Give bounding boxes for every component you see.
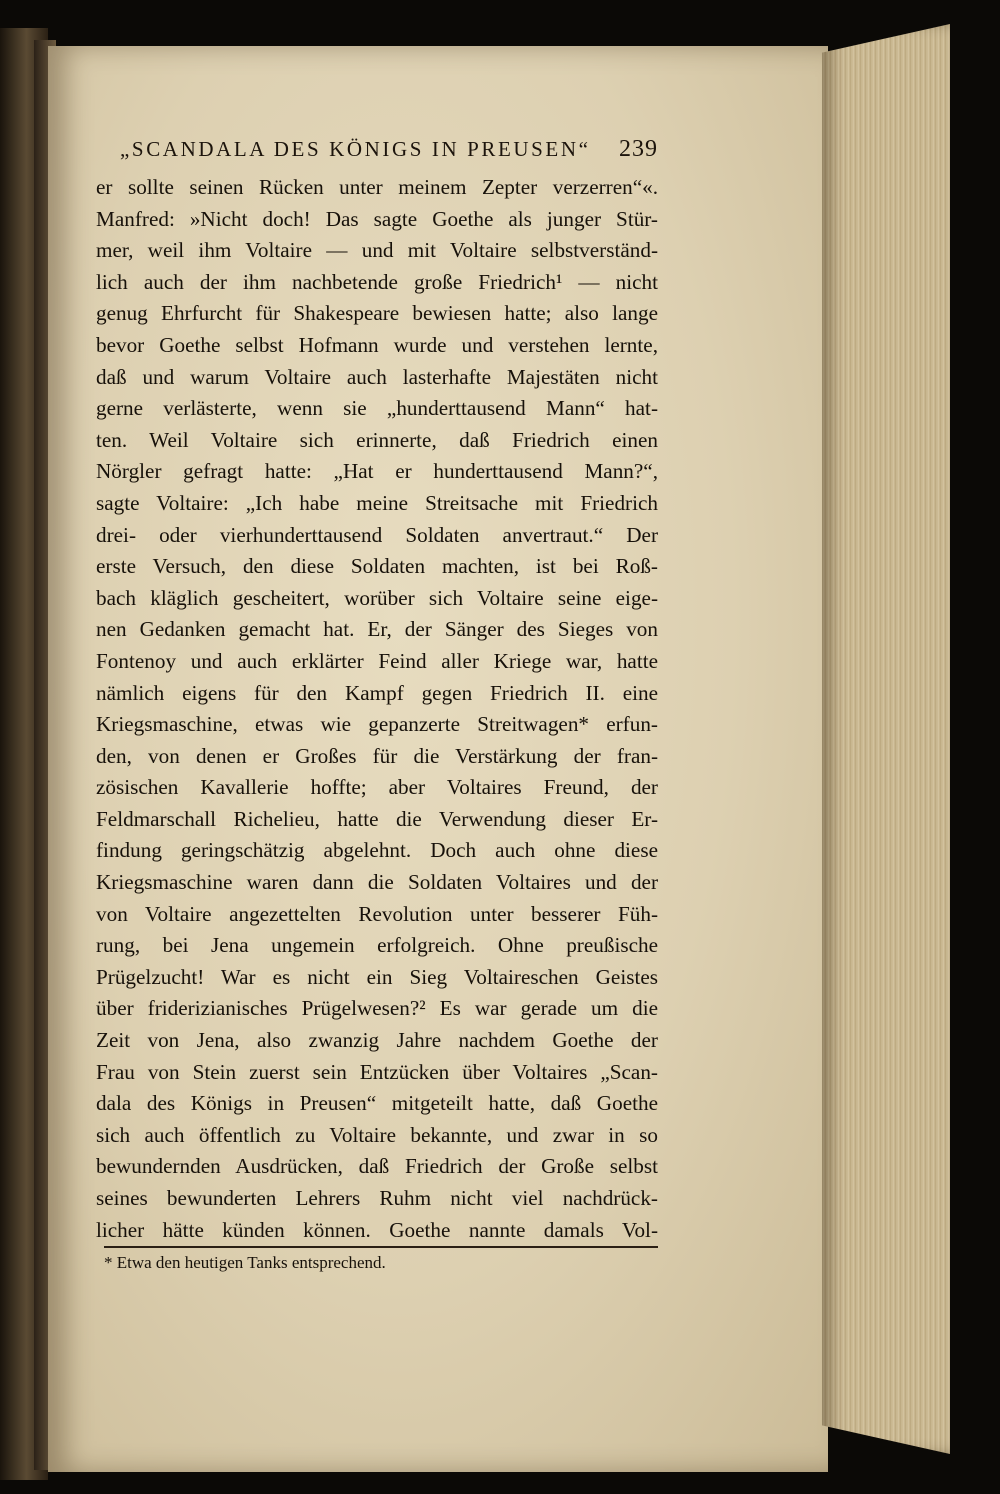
- text-line: ten. Weil Voltaire sich erinnerte, daß Friedrich einen: [96, 427, 658, 452]
- text-line: Kriegsmaschine, etwas wie gepanzerte Streitwagen* erfun-: [96, 712, 658, 737]
- text-line: Frau von Stein zuerst sein Entzücken über Voltaires „Scan-: [96, 1059, 658, 1084]
- text-line: seines bewunderten Lehrers Ruhm nicht viel nachdrück-: [96, 1186, 658, 1210]
- text-line: erste Versuch, den diese Soldaten machten, ist bei Roß-: [96, 554, 658, 579]
- text-line: er sollte seinen Rücken unter meinem Zepter verzerren“«.: [96, 175, 658, 199]
- text-line: genug Ehrfurcht für Shakespeare bewiesen hatte; also lange: [96, 301, 658, 326]
- text-line: Fontenoy und auch erklärter Feind aller Kriege war, hatte: [96, 648, 658, 673]
- footnote-rule: [104, 1246, 658, 1248]
- text-line: Prügelzucht! War es nicht ein Sieg Voltaireschen Geistes: [96, 964, 658, 989]
- text-line: Manfred: »Nicht doch! Das sagte Goethe als junger Stür-: [96, 206, 658, 231]
- text-line: Nörgler gefragt hatte: „Hat er hunderttausend Mann?“,: [96, 459, 658, 484]
- text-line: zösischen Kavallerie hoffte; aber Voltaires Freund, der: [96, 775, 658, 800]
- text-line: sich auch öffentlich zu Voltaire bekannte, und zwar in so: [96, 1122, 658, 1147]
- text-line: rung, bei Jena ungemein erfolgreich. Ohne preußische: [96, 933, 658, 958]
- text-line: Zeit von Jena, also zwanzig Jahre nachdem Goethe der: [96, 1028, 658, 1053]
- text-line: licher hätte künden können. Goethe nannte damals Vol-: [96, 1217, 658, 1242]
- text-line: Feldmarschall Richelieu, hatte die Verwendung dieser Er-: [96, 806, 658, 831]
- text-line: von Voltaire angezettelten Revolution unter besserer Füh-: [96, 901, 658, 926]
- running-head-title: „SCANDALA DES KÖNIGS IN PREUSEN“: [120, 137, 591, 161]
- text-line: nen Gedanken gemacht hat. Er, der Sänger des Sieges von: [96, 617, 658, 642]
- text-line: lich auch der ihm nachbetende große Friedrich¹ — nicht: [96, 269, 658, 294]
- text-line: bach kläglich gescheitert, worüber sich Voltaire seine eige-: [96, 585, 658, 610]
- text-line: bevor Goethe selbst Hofmann wurde und verstehen lernte,: [96, 332, 658, 357]
- page-number: 239: [619, 136, 658, 162]
- footnote: * Etwa den heutigen Tanks entsprechend.: [104, 1253, 386, 1272]
- text-line: drei- oder vierhunderttausend Soldaten anvertraut.“ Der: [96, 522, 658, 547]
- text-line: daß und warum Voltaire auch lasterhafte Majestäten nicht: [96, 364, 658, 389]
- text-line: sagte Voltaire: „Ich habe meine Streitsache mit Friedrich: [96, 490, 658, 515]
- running-head: [120, 136, 658, 172]
- text-line: mer, weil ihm Voltaire — und mit Voltaire selbstverständ-: [96, 238, 658, 263]
- page-fore-edge: [822, 24, 950, 1454]
- text-line: gerne verlästerte, wenn sie „hunderttausend Mann“ hat-: [96, 396, 658, 421]
- body-text: [96, 172, 658, 1246]
- text-line: bewundernden Ausdrücken, daß Friedrich der Große selbst: [96, 1154, 658, 1179]
- text-line: den, von denen er Großes für die Verstärkung der fran-: [96, 743, 658, 768]
- text-line: nämlich eigens für den Kampf gegen Friedrich II. eine: [96, 680, 658, 705]
- text-line: über friderizianisches Prügelwesen?² Es war gerade um die: [96, 996, 658, 1021]
- text-line: findung geringschätzig abgelehnt. Doch auch ohne diese: [96, 838, 658, 863]
- text-line: Kriegsmaschine waren dann die Soldaten Voltaires und der: [96, 870, 658, 895]
- text-line: dala des Königs in Preusen“ mitgeteilt hatte, daß Goethe: [96, 1091, 658, 1116]
